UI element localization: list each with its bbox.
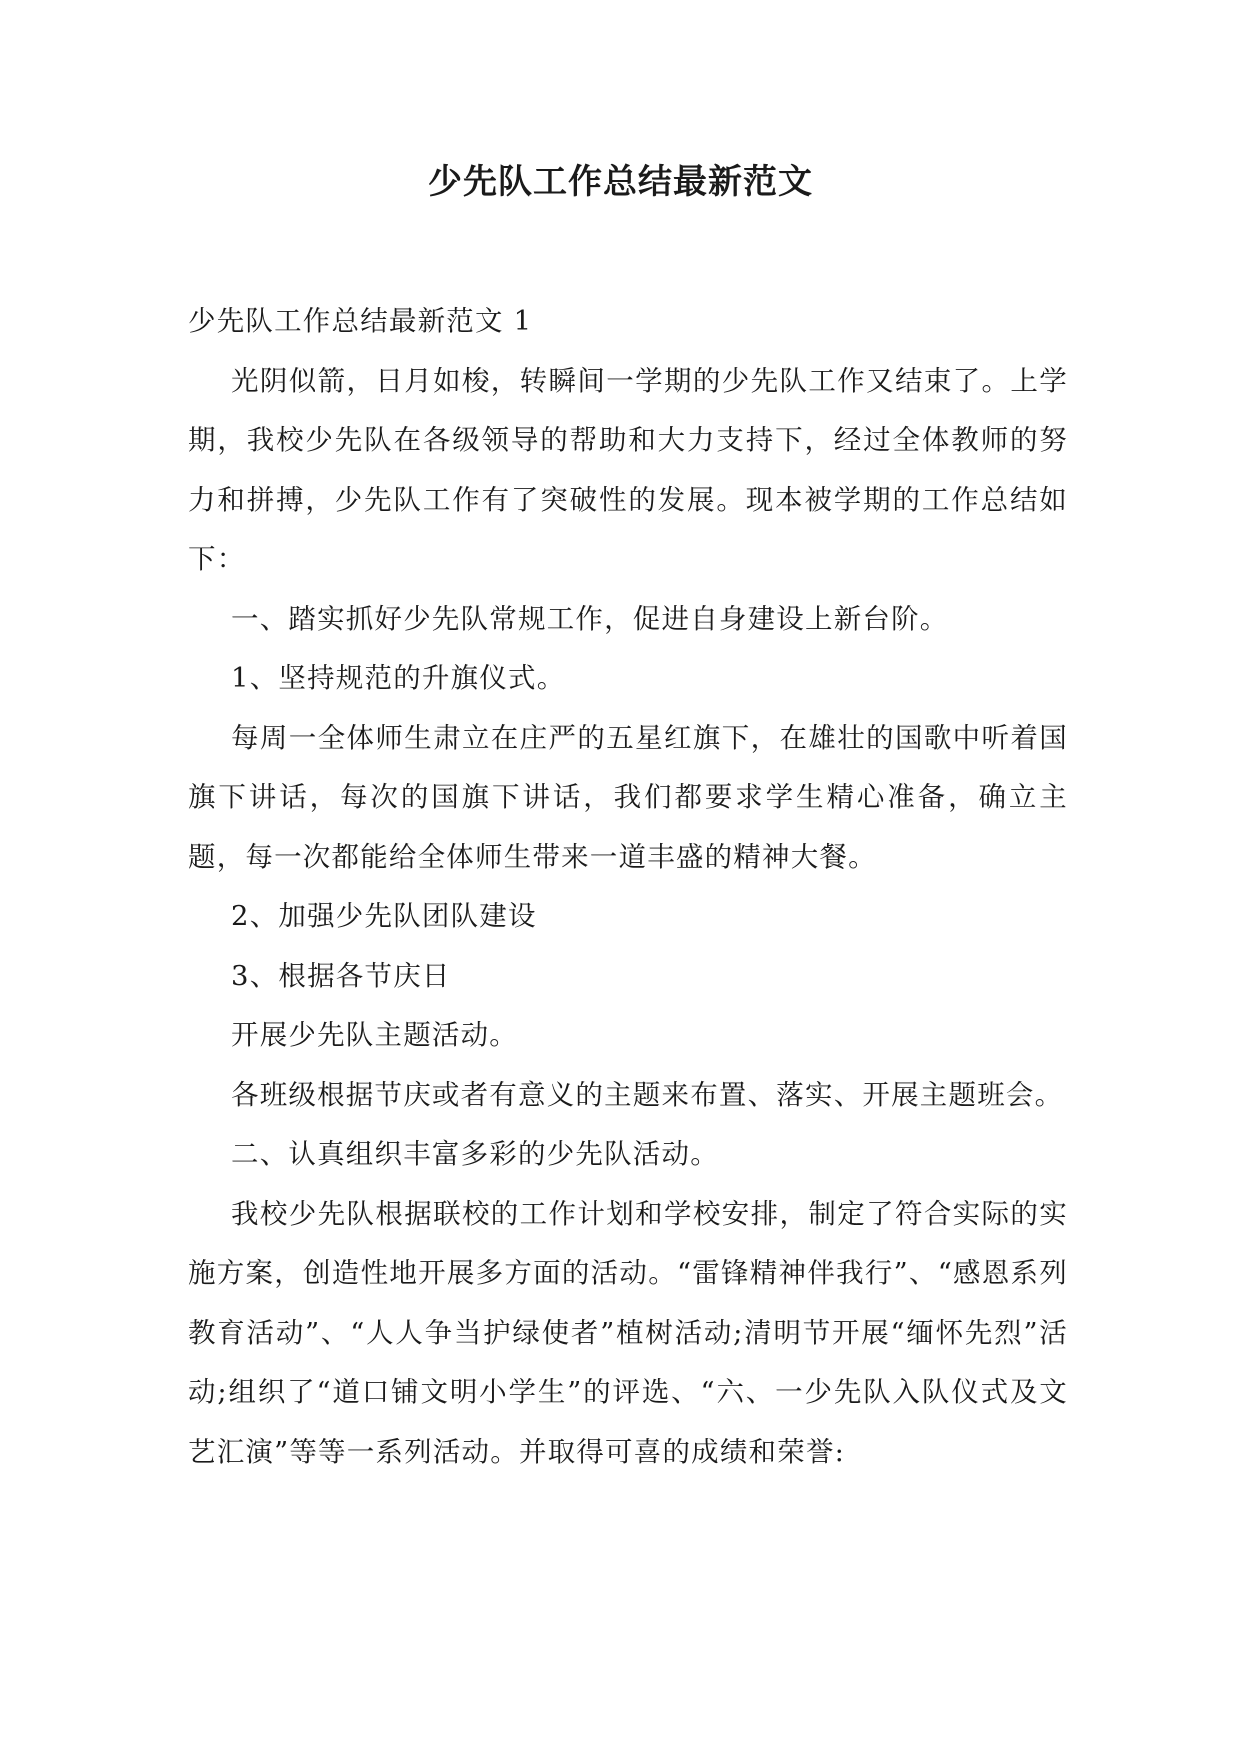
paragraph-theme-activities: 开展少先队主题活动。: [231, 1019, 518, 1051]
heading-part-one: 一、踏实抓好少先队常规工作，促进自身建设上新台阶。: [231, 602, 949, 635]
paragraph-activities: 我校少先队根据联校的工作计划和学校安排，制定了符合实际的实施方案，创造性地开展多方面的活动。“雷锋精神伴我行”、“感恩系列教育活动”、“人人争当护绿使者”植树活动;清明节开展“缅怀先烈”活动;组织了“道口铺文明小学生”的评选、“六、一少先队入队仪式及文艺汇演”等等一系列活动。并取得可喜的成绩和荣誉:: [188, 1197, 1068, 1468]
item-team-building: 2、加强少先队团队建设: [231, 900, 537, 932]
heading-part-two: 二、认真组织丰富多彩的少先队活动。: [231, 1138, 719, 1170]
item-festivals: 3、根据各节庆日: [231, 959, 451, 992]
document-title: 少先队工作总结最新范文: [428, 162, 813, 202]
section-heading: 少先队工作总结最新范文 1: [188, 305, 533, 337]
paragraph-class-meetings: 各班级根据节庆或者有意义的主题来布置、落实、开展主题班会。: [231, 1078, 1064, 1111]
paragraph-flag-ceremony: 每周一全体师生肃立在庄严的五星红旗下，在雄壮的国歌中听着国旗下讲话，每次的国旗下讲话，我们都要求学生精心准备，确立主题，每一次都能给全体师生带来一道丰盛的精神大餐。: [188, 721, 1068, 873]
paragraph-intro: 光阴似箭，日月如梭，转瞬间一学期的少先队工作又结束了。上学期，我校少先队在各级领导的帮助和大力支持下，经过全体教师的努力和拼搏，少先队工作有了突破性的发展。现本被学期的工作总结如下：: [188, 364, 1068, 575]
item-flag-ceremony: 1、坚持规范的升旗仪式。: [231, 662, 566, 694]
document-body: [188, 292, 1068, 1482]
